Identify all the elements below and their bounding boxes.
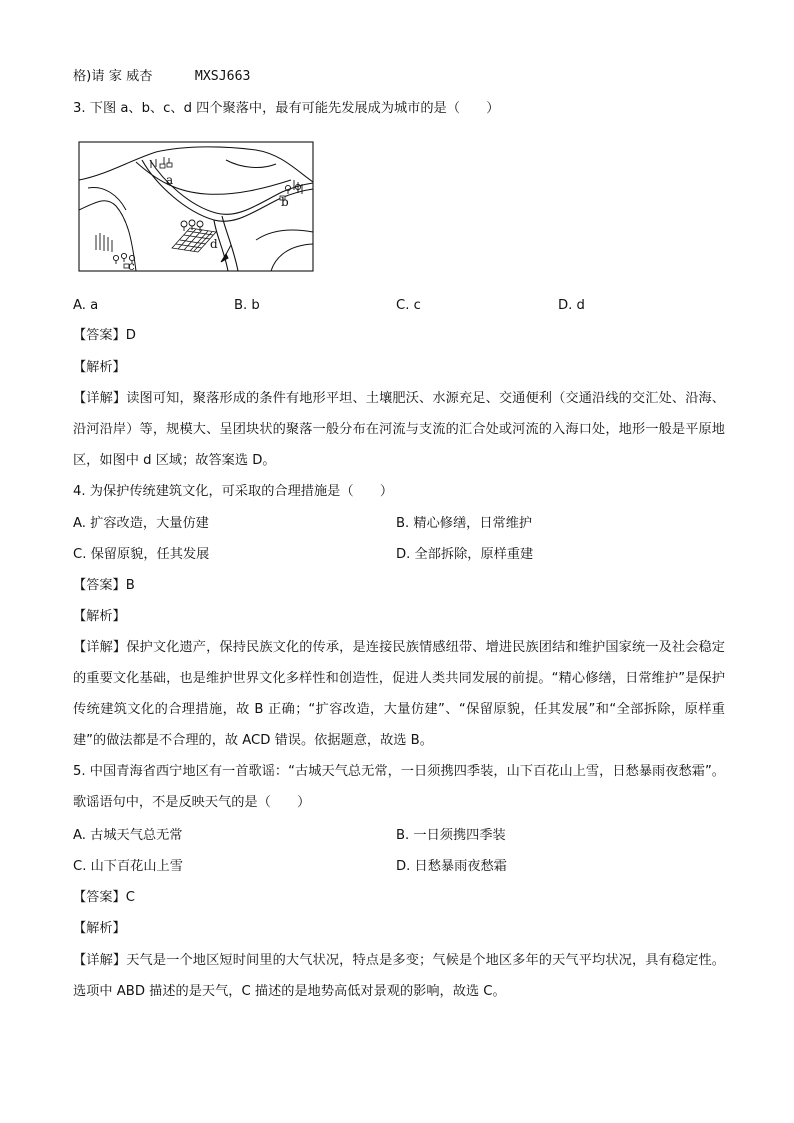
q5-stem: 5. 中国青海省西宁地区有一首歌谣：“古城天气总无常，一日须携四季装，山下百花山上雪，日愁暴雨夜愁霜”。歌谣语句中，不是反映天气的是（ ）	[73, 764, 725, 810]
map-label-d: d	[210, 237, 218, 251]
flow-arrow	[221, 245, 231, 262]
map-label-a: a	[166, 173, 174, 187]
settlement-houses	[124, 163, 285, 268]
terrain-lines	[79, 147, 313, 271]
q4-answer: 【答案】B	[73, 578, 135, 593]
map-label-b: b	[281, 195, 289, 209]
q3-option-a: A. a	[73, 298, 99, 313]
q4-option-d: D. 全部拆除，原样重建	[396, 547, 534, 562]
q4-stem: 4. 为保护传统建筑文化，可采取的合理措施是（ ）	[73, 484, 394, 499]
q4-analysis-heading: 【解析】	[73, 609, 126, 624]
q5-option-d: D. 日愁暴雨夜愁霜	[396, 859, 507, 874]
q4-detail: 【详解】保护文化遗产，保持民族文化的传承，是连接民族情感纽带、增进民族团结和维护国家统一及社会稳定的重要文化基础，也是维护世界文化多样性和创造性，促进人类共同发展的前提。“精心修缮，日常维护”是保护传统建筑文化的合理措施，故 B 正确；“扩容改造，大量仿建”、“保留原貌，任其发展”和“全部拆除，原样重建”的做法都是不合理的，故 ACD 错误。依据题意，故选 B。	[73, 640, 725, 748]
q5-answer: 【答案】C	[73, 890, 135, 905]
header-code: MXSJ663	[194, 69, 251, 84]
q3-answer: 【答案】D	[73, 328, 136, 343]
q5-analysis-heading: 【解析】	[73, 921, 126, 936]
q4-option-c: C. 保留原貌，任其发展	[73, 547, 210, 562]
q3-analysis-heading: 【解析】	[73, 360, 126, 375]
q3-stem: 3. 下图 a、b、c、d 四个聚落中，最有可能先发展成为城市的是（ ）	[73, 101, 500, 116]
header-left: 格)请 家 威杏	[73, 69, 153, 84]
q4-option-a: A. 扩容改造，大量仿建	[73, 516, 209, 531]
q5-option-a: A. 古城天气总无常	[73, 828, 183, 843]
q3-option-d: D. d	[558, 298, 585, 313]
q5-option-b: B. 一日须携四季装	[396, 828, 506, 843]
map-label-c: c	[128, 259, 135, 273]
q5-option-c: C. 山下百花山上雪	[73, 859, 183, 874]
q5-detail: 【详解】天气是一个地区短时间里的大气状况，特点是多变；气候是个地区多年的天气平均状况，具有稳定性。选项中 ABD 描述的是天气，C 描述的是地势高低对景观的影响，故选 C。	[73, 953, 725, 999]
q3-option-b: B. b	[234, 298, 260, 313]
q3-settlement-map	[76, 140, 316, 274]
q3-detail: 【详解】读图可知，聚落形成的条件有地形平坦、土壤肥沃、水源充足、交通便利（交通沿线的交汇处、沿海、沿河沿岸）等，规模大、呈团块状的聚落一般分布在河流与支流的汇合处或河流的入海口处，地形一般是平原地区，如图中 d 区域；故答案选 D。	[73, 391, 725, 468]
q3-option-c: C. c	[396, 298, 421, 313]
q4-option-b: B. 精心修缮，日常维护	[396, 516, 533, 531]
header-line	[73, 68, 250, 86]
